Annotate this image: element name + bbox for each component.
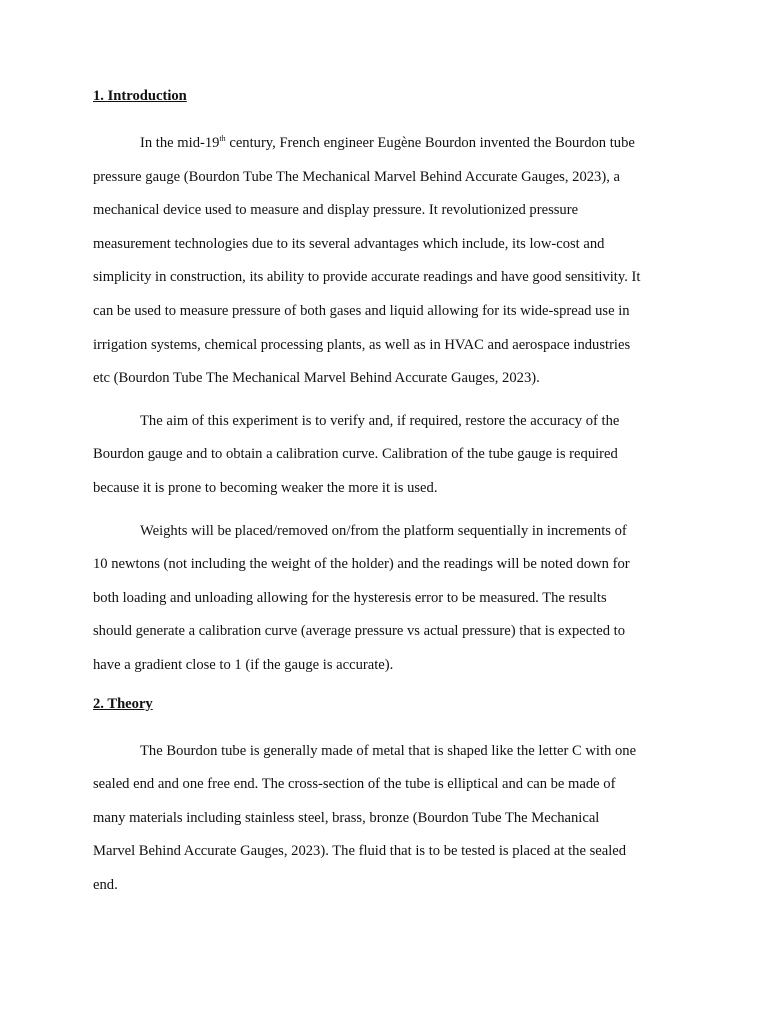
section-heading-introduction: 1. Introduction (93, 88, 187, 104)
paragraph-intro-aim (93, 405, 678, 506)
document-body (93, 84, 678, 911)
paragraph-line: can be used to measure pressure of both gases and liquid allowing for its wide-spread use in (93, 302, 630, 319)
paragraph-line: mechanical device used to measure and display pressure. It revolutionized pressure (93, 202, 579, 219)
paragraph-line: etc (Bourdon Tube The Mechanical Marvel Behind Accurate Gauges, 2023). (93, 370, 540, 387)
paragraph-line: many materials including stainless steel, brass, bronze (Bourdon Tube The Mechanical (93, 809, 600, 826)
paragraph-line: sealed end and one free end. The cross-section of the tube is elliptical and can be made of (93, 776, 616, 793)
paragraph-line: measurement technologies due to its several advantages which include, its low-cost and (93, 235, 605, 252)
paragraph-line: The aim of this experiment is to verify and, if required, restore the accuracy of the (140, 412, 620, 429)
superscript: th (219, 134, 226, 143)
paragraph-line: Weights will be placed/removed on/from the platform sequentially in increments of (140, 522, 627, 539)
paragraph-line: Marvel Behind Accurate Gauges, 2023). The fluid that is to be tested is placed at the sealed (93, 843, 627, 860)
paragraph-theory-tube (93, 735, 678, 903)
section-heading-theory: 2. Theory (93, 695, 153, 712)
paragraph-intro-method (93, 515, 678, 683)
paragraph-line: should generate a calibration curve (average pressure vs actual pressure) that is expected to (93, 623, 626, 640)
paragraph-line: 10 newtons (not including the weight of the holder) and the readings will be noted down for (93, 556, 630, 573)
paragraph-line: because it is prone to becoming weaker the more it is used. (93, 479, 438, 496)
paragraph-line: have a gradient close to 1 (if the gauge is accurate). (93, 656, 394, 673)
paragraph-line: irrigation systems, chemical processing plants, as well as in HVAC and aerospace industries (93, 336, 631, 353)
paragraph-line: The Bourdon tube is generally made of metal that is shaped like the letter C with one (140, 742, 637, 759)
paragraph-line: simplicity in construction, its ability to provide accurate readings and have good sensitivity. It (93, 269, 641, 286)
paragraph-line: In the mid-19th century, French engineer Eugène Bourdon invented the Bourdon tube (140, 134, 635, 151)
paragraph-line: end. (93, 876, 118, 893)
paragraph-line: both loading and unloading allowing for the hysteresis error to be measured. The results (93, 589, 607, 606)
paragraph-line: Bourdon gauge and to obtain a calibration curve. Calibration of the tube gauge is required (93, 446, 618, 463)
paragraph-line: pressure gauge (Bourdon Tube The Mechanical Marvel Behind Accurate Gauges, 2023), a (93, 168, 620, 185)
paragraph-intro-history (93, 127, 678, 396)
